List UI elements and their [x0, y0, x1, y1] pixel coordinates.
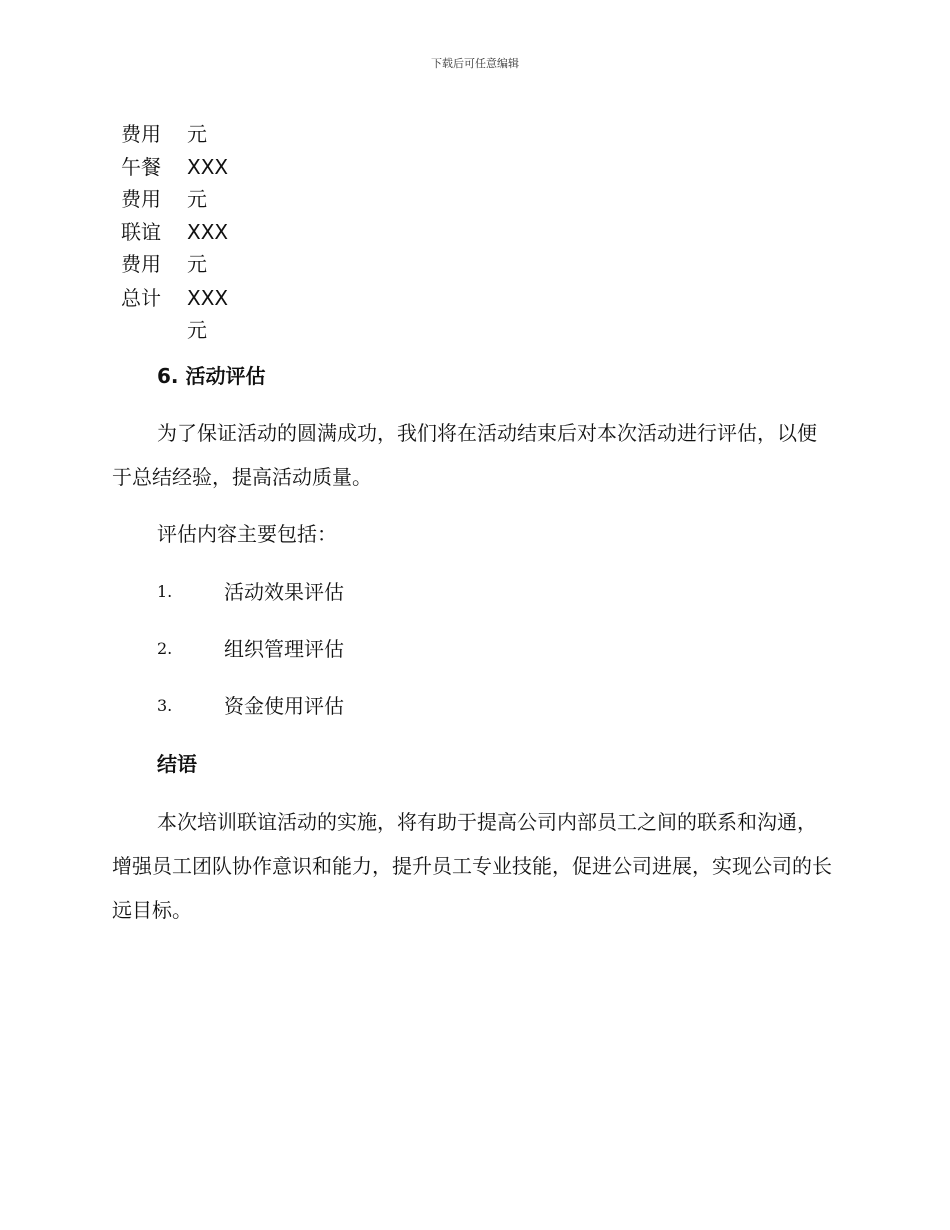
list-item-text: 活动效果评估 — [224, 580, 344, 604]
list-item — [157, 578, 457, 606]
conclusion-paragraph: 本次培训联谊活动的实施，将有助于提高公司内部员工之间的联系和沟通，增强员工团队协作意识和能力，提升员工专业技能，促进公司进展，实现公司的长远目标。 — [112, 810, 832, 922]
cost-row-label: 午餐 — [121, 155, 161, 179]
cost-row — [121, 153, 261, 181]
cost-row-value: 元 — [187, 122, 207, 146]
list-item-text: 资金使用评估 — [224, 694, 344, 718]
cost-row — [121, 284, 261, 312]
list-item-number: 3. — [157, 696, 173, 715]
cost-row — [121, 120, 261, 148]
cost-row — [121, 250, 261, 278]
section-title-evaluation: 6. 活动评估 — [157, 364, 266, 388]
list-item — [157, 635, 457, 663]
cost-row — [121, 185, 261, 213]
cost-row-label: 联谊 — [121, 220, 161, 244]
cost-row-value: 元 — [187, 252, 207, 276]
evaluation-contents-label: 评估内容主要包括： — [157, 522, 337, 546]
evaluation-intro-paragraph: 为了保证活动的圆满成功，我们将在活动结束后对本次活动进行评估，以便于总结经验，提高活动质量。 — [112, 421, 817, 489]
cost-row — [121, 316, 261, 344]
cost-row-value: 元 — [187, 187, 207, 211]
list-item-number: 2. — [157, 639, 173, 658]
cost-row-label: 费用 — [121, 252, 161, 276]
cost-row-value: XXX — [187, 286, 229, 310]
cost-row-label: 费用 — [121, 187, 161, 211]
cost-row-label: 总计 — [121, 286, 161, 310]
cost-row-value: XXX — [187, 220, 229, 244]
section-title-conclusion: 结语 — [157, 752, 197, 776]
cost-row-value: XXX — [187, 155, 229, 179]
list-item — [157, 692, 457, 720]
list-item-text: 组织管理评估 — [224, 637, 344, 661]
list-item-number: 1. — [157, 582, 173, 601]
cost-row — [121, 218, 261, 246]
cost-row-label: 费用 — [121, 122, 161, 146]
cost-row-value: 元 — [187, 318, 207, 342]
page-header-note: 下载后可任意编辑 — [431, 57, 519, 70]
